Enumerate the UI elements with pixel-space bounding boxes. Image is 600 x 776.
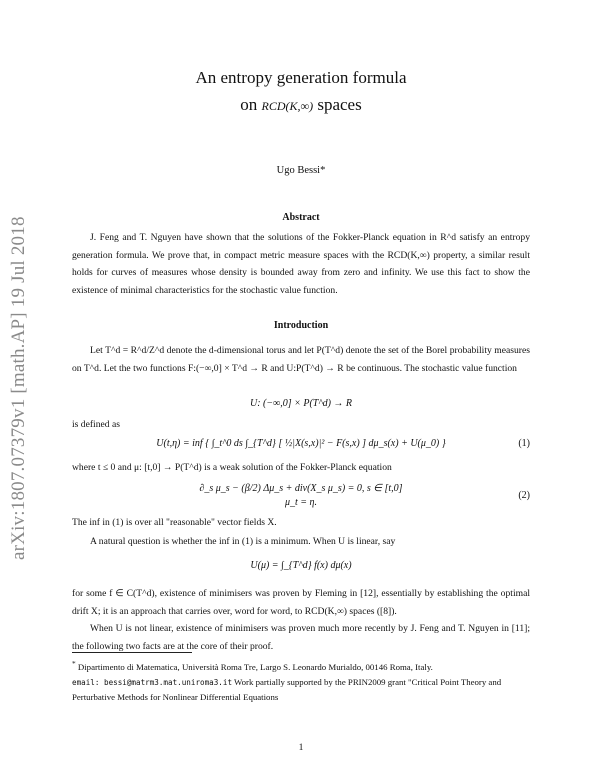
where-text: where t ≤ 0 and μ: [t,0] → P(T^d) is a weak solution of the Fokker-Planck equation [72,462,392,473]
footnote [72,656,530,705]
footnote-grant: Work partially supported by the PRIN2009 grant "Critical Point Theory and Perturbative Methods for Nonlinear Differential Equations [72,676,502,702]
nonlinear-text: When U is not linear, existence of minimisers was proven much more recently by J. Feng and T. Nguyen in [11]; the following two facts are at the core of their proof. [72,623,530,652]
title-line-2 [72,91,530,118]
fleming-text: for some f ∈ C(T^d), existence of minimisers was proven by Fleming in [12], essentially by establishing the optimal drift X; it is an approach that carries over, word for word, to RCD(K,∞) spaces ([8]). [72,588,530,617]
footnote-email: email: bessi@matrm3.mat.uniroma3.it [72,677,233,687]
equation-1-number: (1) [518,438,530,449]
inf-text: The inf in (1) is over all "reasonable" vector fields X. [72,517,277,528]
abstract-heading: Abstract [282,212,320,223]
equation-value-function-body: U: (−∞,0] × P(T^d) → R [249,398,353,409]
title-line-2-suffix: spaces [313,95,362,115]
title-line-1: An entropy generation formula [195,68,407,87]
equation-2-number: (2) [518,490,530,501]
equation-1-body: U(t,η) = inf { ∫_t^0 ds ∫_{T^d} [ ½|X(s,x)|² − F(s,x) ] dμ_s(x) + U(μ_0) } [156,438,446,449]
footnote-rule [72,652,192,653]
paper-title [72,64,530,118]
introduction-heading: Introduction [273,320,329,331]
arxiv-identifier: arXiv:1807.07379v1 [math.AP] 19 Jul 2018 [8,216,29,560]
title-line-2-math: RCD(K,∞) [261,99,314,114]
page-number: 1 [298,742,304,753]
footnote-marker: * [72,659,76,668]
equation-2-line-1: ∂_s μ_s − (β/2) Δμ_s + div(X_s μ_s) = 0, s ∈ [t,0] [199,483,403,494]
author-name: Ugo Bessi* [276,165,326,176]
title-line-2-prefix: on [240,95,262,115]
natural-question-text: A natural question is whether the inf in (1) is a minimum. When U is linear, say [90,536,396,547]
equation-2-line-2: μ_t = η. [284,497,317,508]
defined-as-text: is defined as [72,419,120,430]
abstract-text: J. Feng and T. Nguyen have shown that the solutions of the Fokker-Planck equation in R^d satisfy an entropy generation formula. We prove that, in compact metric measure spaces with the RCD(K,∞) property, a similar result holds for curves of measures whose density is bounded away from zero and infinity. We use this fact to show the existence of minimal characteristics for the stochastic value function. [72,232,530,296]
footnote-affiliation: Dipartimento di Matematica, Università Roma Tre, Largo S. Leonardo Murialdo, 00146 Roma, Italy. [77,661,433,672]
intro-paragraph-1: Let T^d = R^d/Z^d denote the d-dimensional torus and let P(T^d) denote the set of the Borel probability measures on T^d. Let the two functions F:(−∞,0] × T^d → R and U:P(T^d) → R be continuous. The stochastic value function [72,345,530,374]
equation-linear-body: U(μ) = ∫_{T^d} f(x) dμ(x) [250,560,352,571]
